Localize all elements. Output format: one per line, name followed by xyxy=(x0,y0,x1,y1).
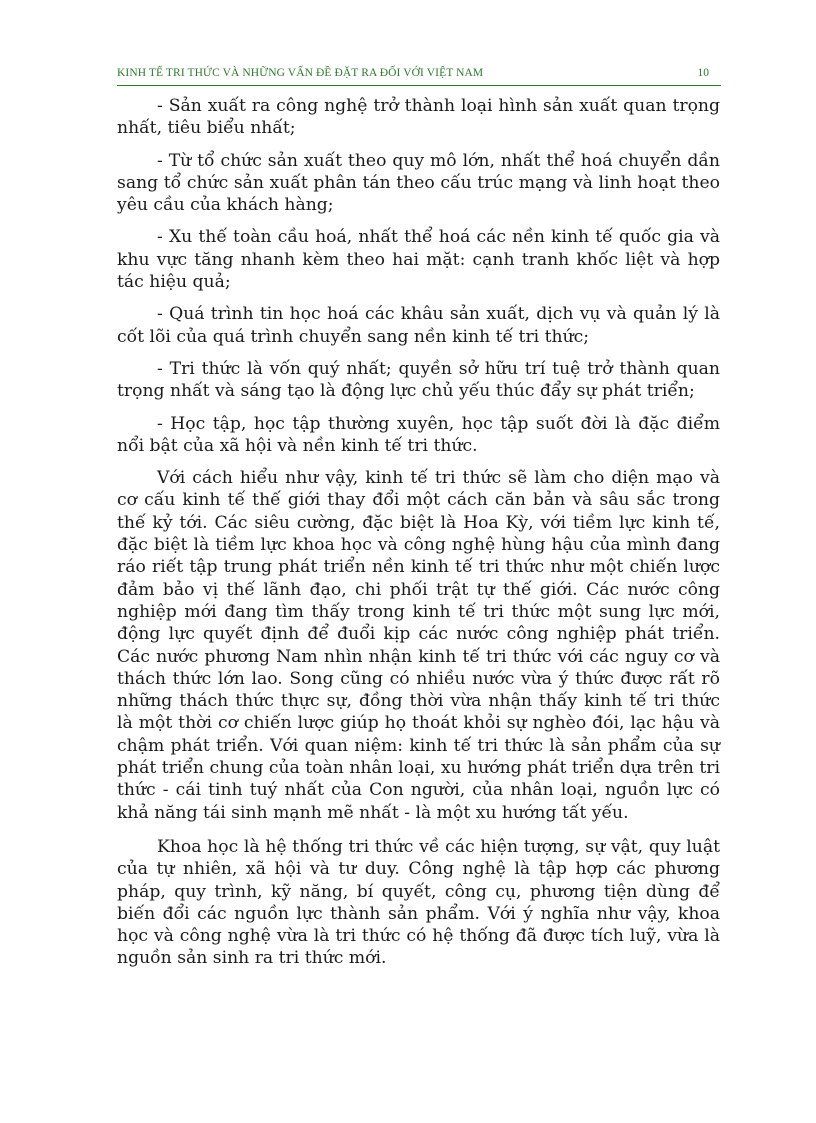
bullet-item: - Học tập, học tập thường xuyên, học tập suốt đời là đặc điểm nổi bật của xã hội và nền kinh tế tri thức. xyxy=(117,413,720,456)
running-title: KINH TẾ TRI THỨC VÀ NHỮNG VẤN ĐỀ ĐẶT RA ĐỐI VỚI VIỆT NAM xyxy=(117,67,484,79)
bullet-item: - Sản xuất ra công nghệ trở thành loại hình sản xuất quan trọng nhất, tiêu biểu nhất; xyxy=(117,96,720,139)
page-number: 10 xyxy=(697,67,709,79)
page-header xyxy=(117,63,721,86)
page-body xyxy=(117,95,720,982)
bullet-item: - Xu thế toàn cầu hoá, nhất thể hoá các nền kinh tế quốc gia và khu vực tăng nhanh kèm theo hai mặt: cạnh tranh khốc liệt và hợp tác hiệu quả; xyxy=(117,227,720,293)
body-paragraph: Khoa học là hệ thống tri thức về các hiện tượng, sự vật, quy luật của tự nhiên, xã hội và tư duy. Công nghệ là tập hợp các phương pháp, quy trình, kỹ năng, bí quyết, công cụ, phương tiện dùng để biến đổi các nguồn lực thành sản phẩm. Với ý nghĩa như vậy, khoa học và công nghệ vừa là tri thức có hệ thống đã được tích luỹ, vừa là nguồn sản sinh ra tri thức mới. xyxy=(117,836,720,969)
bullet-item: - Từ tổ chức sản xuất theo quy mô lớn, nhất thể hoá chuyển dần sang tổ chức sản xuất phân tán theo cấu trúc mạng và linh hoạt theo yêu cầu của khách hàng; xyxy=(117,150,720,216)
bullet-item: - Tri thức là vốn quý nhất; quyền sở hữu trí tuệ trở thành quan trọng nhất và sáng tạo là động lực chủ yếu thúc đẩy sự phát triển; xyxy=(117,358,720,402)
bullet-item: - Quá trình tin học hoá các khâu sản xuất, dịch vụ và quản lý là cốt lõi của quá trình chuyển sang nền kinh tế tri thức; xyxy=(117,304,720,347)
body-paragraph: Với cách hiểu như vậy, kinh tế tri thức sẽ làm cho diện mạo và cơ cấu kinh tế thế giới thay đổi một cách căn bản và sâu sắc trong thế kỷ tới. Các siêu cường, đặc biệt là Hoa Kỳ, với tiềm lực kinh tế, đặc biệt là tiềm lực khoa học và công nghệ hùng hậu của mình đang ráo riết tập trung phát triển nền kinh tế tri thức như một chiến lược đảm bảo vị thế lãnh đạo, chi phối trật tự thế giới. Các nước công nghiệp mới đang tìm thấy trong kinh tế tri thức một sung lực mới, động lực quyết định để đuổi kịp các nước công nghiệp phát triển. Các nước phương Nam nhìn nhận kinh tế tri thức với các nguy cơ và thách thức lớn lao. Song cũng có nhiều nước vừa ý thức được rất rõ những thách thức thực sự, đồng thời vừa nhận thấy kinh tế tri thức là một thời cơ chiến lược giúp họ thoát khỏi sự nghèo đói, lạc hậu và chậm phát triển. Với quan niệm: kinh tế tri thức là sản phẩm của sự phát triển chung của toàn nhân loại, xu hướng phát triển dựa trên tri thức - cái tinh tuý nhất của Con người, của nhân loại, nguồn lực có khả năng tái sinh mạnh mẽ nhất - là một xu hướng tất yếu. xyxy=(117,468,720,823)
